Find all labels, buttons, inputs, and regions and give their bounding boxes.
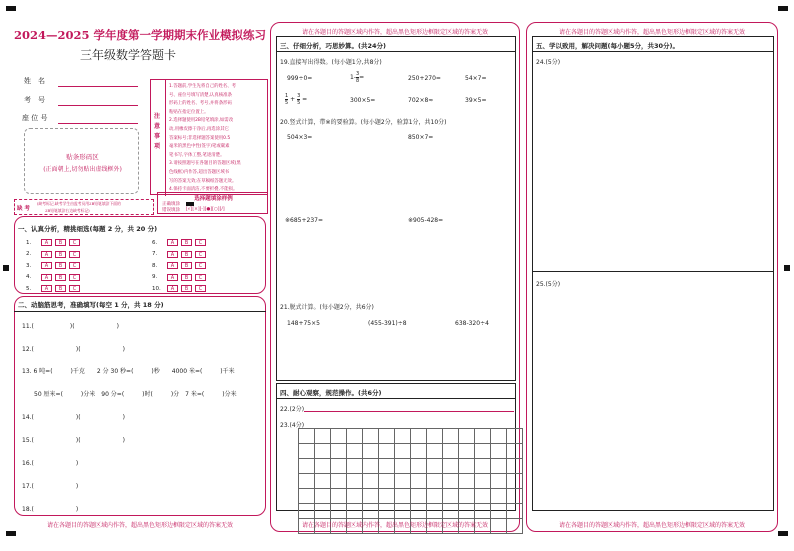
notes-line: 4.保持卡面清洁,不要折叠,不能损。 bbox=[169, 187, 238, 193]
choice-option-b[interactable]: B bbox=[55, 251, 66, 258]
notes-line: 号、座位号填写清楚,认真核准条 bbox=[169, 92, 232, 98]
grid-cell[interactable] bbox=[491, 474, 507, 489]
choice-option-c[interactable]: C bbox=[195, 274, 206, 281]
calc-21-3[interactable]: 638-320÷4 bbox=[455, 320, 489, 327]
grid-cell[interactable] bbox=[299, 429, 315, 444]
grid-cell[interactable] bbox=[459, 504, 475, 519]
choice-option-a[interactable]: A bbox=[167, 239, 178, 246]
notes-line: 2.选择题使用2B铅笔填涂,如需改 bbox=[169, 118, 234, 124]
choice-option-c[interactable]: C bbox=[195, 251, 206, 258]
grid-cell[interactable] bbox=[427, 429, 443, 444]
warning-bottom-3: 请在各题目的答题区域内作答，超出黑色矩形边框限定区域的答案无效 bbox=[558, 522, 745, 529]
grid-cell[interactable] bbox=[331, 489, 347, 504]
choice-number: 5. bbox=[26, 285, 32, 292]
part3-divider bbox=[276, 51, 516, 52]
grid-cell[interactable] bbox=[331, 474, 347, 489]
grid-cell[interactable] bbox=[459, 489, 475, 504]
grid-cell[interactable] bbox=[347, 459, 363, 474]
grid-cell[interactable] bbox=[443, 504, 459, 519]
calc-19-4[interactable]: 54×7= bbox=[465, 75, 487, 82]
grid-cell[interactable] bbox=[427, 474, 443, 489]
grid-cell[interactable] bbox=[475, 504, 491, 519]
fraction-denominator: 5 bbox=[285, 100, 289, 106]
grid-cell[interactable] bbox=[411, 504, 427, 519]
choice-row bbox=[26, 274, 80, 281]
question-21: 21.脱式计算。(每小题2分，共6分) bbox=[280, 304, 374, 311]
name-label: 姓 名 bbox=[24, 77, 45, 85]
choice-option-a[interactable]: A bbox=[41, 239, 52, 246]
grid-cell[interactable] bbox=[475, 489, 491, 504]
grid-cell[interactable] bbox=[379, 459, 395, 474]
grid-cell[interactable] bbox=[315, 504, 331, 519]
calc-20-3[interactable]: ※685+237= bbox=[285, 217, 323, 224]
grid-cell[interactable] bbox=[475, 429, 491, 444]
choice-row bbox=[26, 239, 80, 246]
grid-cell[interactable] bbox=[427, 444, 443, 459]
question-23: 23.(4分) bbox=[280, 422, 305, 429]
grid-cell[interactable] bbox=[475, 459, 491, 474]
alignment-mark bbox=[6, 531, 16, 536]
calc-19-1[interactable]: 999÷0= bbox=[287, 75, 313, 82]
grid-cell[interactable] bbox=[299, 444, 315, 459]
grid-cell[interactable] bbox=[427, 489, 443, 504]
choice-option-b[interactable]: B bbox=[181, 262, 192, 269]
question-12[interactable]: 12.( )( ) bbox=[22, 346, 125, 353]
notes-divider bbox=[165, 80, 166, 196]
calc-21-2[interactable]: (455-391)÷8 bbox=[368, 320, 407, 327]
grid-cell[interactable] bbox=[443, 474, 459, 489]
grid-cell[interactable] bbox=[411, 489, 427, 504]
question-16[interactable]: 16.( ) bbox=[22, 460, 79, 467]
fraction-denominator: 8 bbox=[355, 78, 360, 84]
grid-cell[interactable] bbox=[363, 459, 379, 474]
calc-21-1[interactable]: 148+75×5 bbox=[287, 320, 320, 327]
grid-cell[interactable] bbox=[315, 444, 331, 459]
absent-row bbox=[14, 199, 154, 215]
grid-cell[interactable] bbox=[507, 429, 523, 444]
choice-option-c[interactable]: C bbox=[195, 285, 206, 292]
question-18[interactable]: 18.( ) bbox=[22, 506, 79, 513]
name-field[interactable] bbox=[58, 86, 138, 87]
id-field[interactable] bbox=[58, 105, 138, 106]
notes-line: 动,用橡皮擦干净后,再选涂其它 bbox=[169, 126, 229, 132]
choice-option-a[interactable]: A bbox=[167, 285, 178, 292]
choice-number: 2. bbox=[26, 251, 32, 257]
grid-cell[interactable] bbox=[491, 489, 507, 504]
wrong-fill-marks: [√][×][-][●][○][/] bbox=[186, 207, 225, 212]
grid-cell[interactable] bbox=[427, 504, 443, 519]
grid-cell[interactable] bbox=[315, 459, 331, 474]
choice-row bbox=[152, 251, 206, 258]
notes-line: 答案标号;非选择题答案使用0.5 bbox=[169, 135, 231, 141]
question-19: 19.直接写出得数。(每小题1分,共8分) bbox=[280, 59, 382, 66]
choice-option-a[interactable]: A bbox=[41, 262, 52, 269]
part2-title: 二、动脑筋思考，准确填写(每空 1 分，共 18 分) bbox=[18, 301, 164, 309]
choice-option-c[interactable]: C bbox=[195, 262, 206, 269]
part2-divider bbox=[14, 311, 266, 312]
choice-option-b[interactable]: B bbox=[181, 285, 192, 292]
grid-cell[interactable] bbox=[491, 444, 507, 459]
choice-number: 4. bbox=[26, 274, 32, 280]
grid-cell[interactable] bbox=[507, 444, 523, 459]
choice-option-a[interactable]: A bbox=[167, 274, 178, 281]
notes-line: 1.答题前,学生先将自己的姓名、考 bbox=[169, 84, 237, 89]
choice-option-c[interactable]: C bbox=[195, 239, 206, 246]
grid-cell[interactable] bbox=[411, 444, 427, 459]
seat-field[interactable] bbox=[58, 123, 138, 124]
grid-cell[interactable] bbox=[395, 489, 411, 504]
question-13b[interactable]: 50 厘米=( )分米 90 分=( )时( )分 7 米=( )分米 bbox=[22, 391, 237, 398]
calc-20-2[interactable]: 850×7= bbox=[408, 134, 434, 141]
grid-cell[interactable] bbox=[299, 504, 315, 519]
grid-cell[interactable] bbox=[443, 459, 459, 474]
choice-option-b[interactable]: B bbox=[55, 285, 66, 292]
choice-number: 8. bbox=[152, 262, 158, 269]
grid-cell[interactable] bbox=[363, 474, 379, 489]
calc-19-5[interactable]: $\frac{1}{5}$ + $\frac{3}{5}$ = bbox=[285, 93, 308, 106]
grid-cell[interactable] bbox=[459, 474, 475, 489]
id-label: 考 号 bbox=[24, 96, 45, 104]
choice-row bbox=[152, 262, 206, 269]
grid-cell[interactable] bbox=[395, 429, 411, 444]
grid-cell[interactable] bbox=[347, 504, 363, 519]
question-17[interactable]: 17.( ) bbox=[22, 483, 79, 490]
grid-cell[interactable] bbox=[411, 429, 427, 444]
choice-number: 10. bbox=[152, 285, 161, 292]
grid-cell[interactable] bbox=[379, 444, 395, 459]
choice-option-c[interactable]: C bbox=[69, 251, 80, 258]
choice-option-c[interactable]: C bbox=[69, 285, 80, 292]
fraction-numerator: 3 bbox=[297, 93, 301, 99]
question-14[interactable]: 14.( )( ) bbox=[22, 414, 125, 421]
calc-20-4[interactable]: ※905-428= bbox=[408, 217, 444, 224]
choice-option-a[interactable]: A bbox=[41, 251, 52, 258]
barcode-area bbox=[24, 128, 139, 194]
part3-title: 三、仔细分析，巧思妙算。(共24分) bbox=[280, 42, 386, 50]
calc-19-8[interactable]: 39×5= bbox=[465, 97, 487, 104]
grid-cell[interactable] bbox=[395, 504, 411, 519]
wrong-fill-label: 错误填涂 bbox=[162, 208, 180, 213]
barcode-line1: 贴条形码区 bbox=[66, 153, 99, 161]
grid-cell[interactable] bbox=[459, 429, 475, 444]
grid-cell[interactable] bbox=[507, 504, 523, 519]
calc-19-2[interactable]: 1- $\frac{3}{8}$ = bbox=[350, 71, 365, 84]
calc-19-6[interactable]: 300×5= bbox=[350, 97, 376, 104]
choice-option-a[interactable]: A bbox=[167, 262, 178, 269]
part3-box bbox=[276, 36, 516, 381]
question-13a[interactable]: 13. 6 吨=( )千克 2 分 30 秒=( )秒 4000 米=( )千米 bbox=[22, 368, 235, 375]
question-24: 24.(5分) bbox=[536, 59, 561, 66]
grid-cell[interactable] bbox=[443, 444, 459, 459]
grid-cell[interactable] bbox=[331, 444, 347, 459]
question-20: 20.竖式计算，带※的要验算。(每小题2分，验算1分，共10分) bbox=[280, 119, 447, 126]
grid-cell[interactable] bbox=[491, 504, 507, 519]
grid-cell[interactable] bbox=[363, 489, 379, 504]
warning-top-2: 请在各题目的答题区域内作答，超出黑色矩形边框限定区域的答案无效 bbox=[301, 29, 488, 36]
choice-number: 3. bbox=[26, 262, 32, 269]
answer-line-22[interactable] bbox=[304, 411, 514, 412]
grid-cell[interactable] bbox=[379, 504, 395, 519]
absent-text2: 2B铅笔填涂右边缺考标记) bbox=[45, 208, 90, 213]
notes-line: 粘贴在指定位置上。 bbox=[169, 109, 209, 115]
warning-bottom-1: 请在各题目的答题区域内作答，超出黑色矩形边框限定区域的答案无效 bbox=[46, 522, 233, 529]
fraction-numerator: 3 bbox=[355, 71, 360, 77]
grid-cell[interactable] bbox=[507, 474, 523, 489]
grid-cell[interactable] bbox=[315, 489, 331, 504]
grid-cell[interactable] bbox=[411, 474, 427, 489]
notes-line: 色线框)内作答,超出答题区域书 bbox=[169, 169, 230, 175]
part1-title: 一、认真分析，精挑细选(每题 2 分，共 20 分) bbox=[18, 225, 158, 233]
grid-cell[interactable] bbox=[331, 459, 347, 474]
part5-title: 五、学以致用，解决问题(每小题5分，共30分)。 bbox=[536, 42, 680, 50]
grid-cell[interactable] bbox=[491, 459, 507, 474]
page-title: 2024—2025 学年度第一学期期末作业模拟练习 bbox=[14, 28, 267, 42]
notes-line: 3.请按照题号在各题目的答题区域(黑 bbox=[169, 161, 241, 167]
grid-cell[interactable] bbox=[459, 444, 475, 459]
grid-cell[interactable] bbox=[411, 459, 427, 474]
grid-cell[interactable] bbox=[331, 504, 347, 519]
correct-fill-mark bbox=[186, 202, 194, 206]
calc-20-1[interactable]: 504×3= bbox=[287, 134, 313, 141]
part4-divider bbox=[276, 398, 516, 399]
choice-option-c[interactable]: C bbox=[69, 239, 80, 246]
grid-cell[interactable] bbox=[315, 474, 331, 489]
grid-cell[interactable] bbox=[395, 459, 411, 474]
choice-option-c[interactable]: C bbox=[69, 274, 80, 281]
drawing-grid[interactable] bbox=[298, 428, 523, 534]
grid-cell[interactable] bbox=[347, 489, 363, 504]
grid-cell[interactable] bbox=[395, 444, 411, 459]
question-15[interactable]: 15.( )( ) bbox=[22, 437, 125, 444]
grid-cell[interactable] bbox=[363, 429, 379, 444]
choice-number: 9. bbox=[152, 274, 158, 280]
fraction-numerator: 1 bbox=[285, 93, 289, 99]
question-25: 25.(5分) bbox=[536, 281, 561, 288]
grid-cell[interactable] bbox=[299, 459, 315, 474]
alignment-mark bbox=[778, 531, 788, 536]
warning-bottom-2: 请在各题目的答题区域内作答，超出黑色矩形边框限定区域的答案无效 bbox=[301, 522, 488, 529]
choice-option-a[interactable]: A bbox=[167, 251, 178, 258]
alignment-mark bbox=[3, 265, 9, 271]
notes-box bbox=[150, 79, 268, 195]
part5-split bbox=[532, 271, 774, 272]
choice-row bbox=[152, 239, 206, 246]
grid-cell[interactable] bbox=[299, 474, 315, 489]
notes-line: 写的答案无效;在草稿纸答题无效。 bbox=[169, 178, 237, 184]
choice-option-b[interactable]: B bbox=[55, 274, 66, 281]
notes-heading: 注意事项 bbox=[154, 113, 161, 150]
grid-cell[interactable] bbox=[315, 429, 331, 444]
choice-option-b[interactable]: B bbox=[181, 239, 192, 246]
grid-cell[interactable] bbox=[379, 474, 395, 489]
choice-row bbox=[26, 262, 80, 269]
question-11[interactable]: 11.( )( ) bbox=[22, 323, 119, 330]
warning-top-3: 请在各题目的答题区域内作答，超出黑色矩形边框限定区域的答案无效 bbox=[558, 29, 745, 36]
choice-option-a[interactable]: A bbox=[41, 285, 52, 292]
question-22: 22.(2分) bbox=[280, 406, 305, 413]
part5-box bbox=[532, 36, 774, 511]
grid-cell[interactable] bbox=[379, 489, 395, 504]
absent-text1: (缺考标记,缺考学生由监考员用2B铅笔填涂下面的 bbox=[37, 201, 121, 206]
alignment-mark bbox=[778, 6, 788, 11]
part4-title: 四、耐心观察，规范操作。(共6分) bbox=[280, 389, 382, 397]
grid-cell[interactable] bbox=[347, 429, 363, 444]
alignment-mark bbox=[6, 6, 16, 11]
grid-cell[interactable] bbox=[491, 429, 507, 444]
grid-cell[interactable] bbox=[331, 429, 347, 444]
choice-number: 6. bbox=[152, 239, 158, 246]
notes-line: 笔书写,字体工整,笔迹清楚。 bbox=[169, 152, 225, 158]
fill-sample-title: 选择题填涂样例 bbox=[194, 196, 233, 202]
alignment-mark bbox=[784, 265, 790, 271]
grid-cell[interactable] bbox=[507, 459, 523, 474]
calc-19-3[interactable]: 250+270= bbox=[408, 75, 441, 82]
grid-cell[interactable] bbox=[443, 429, 459, 444]
notes-line: 毫米的黑色中性(签字)笔或碳素 bbox=[169, 144, 230, 150]
choice-number: 1. bbox=[26, 239, 32, 246]
choice-option-b[interactable]: B bbox=[55, 239, 66, 246]
fraction-denominator: 5 bbox=[297, 100, 301, 106]
absent-label: 缺 考 bbox=[17, 206, 30, 212]
correct-fill-label: 正确填涂 bbox=[162, 202, 180, 207]
choice-option-a[interactable]: A bbox=[41, 274, 52, 281]
grid-cell[interactable] bbox=[395, 474, 411, 489]
grid-cell[interactable] bbox=[347, 444, 363, 459]
choice-row bbox=[152, 285, 206, 292]
part5-divider bbox=[532, 51, 774, 52]
choice-number: 7. bbox=[152, 251, 158, 257]
grid-cell[interactable] bbox=[475, 444, 491, 459]
choice-option-b[interactable]: B bbox=[181, 274, 192, 281]
choice-option-b[interactable]: B bbox=[181, 251, 192, 258]
grid-cell[interactable] bbox=[363, 504, 379, 519]
grid-cell[interactable] bbox=[347, 474, 363, 489]
seat-label: 座 位 号 bbox=[22, 114, 48, 122]
choice-row bbox=[26, 251, 80, 258]
grid-cell[interactable] bbox=[299, 489, 315, 504]
grid-cell[interactable] bbox=[507, 489, 523, 504]
choice-option-c[interactable]: C bbox=[69, 262, 80, 269]
grid-cell[interactable] bbox=[443, 489, 459, 504]
choice-option-b[interactable]: B bbox=[55, 262, 66, 269]
grid-cell[interactable] bbox=[427, 459, 443, 474]
grid-cell[interactable] bbox=[379, 429, 395, 444]
grid-cell[interactable] bbox=[459, 459, 475, 474]
calc-19-7[interactable]: 702×8≈ bbox=[408, 97, 434, 104]
fill-sample-box bbox=[157, 192, 268, 214]
choice-row bbox=[152, 274, 206, 281]
notes-line: 形码上的姓名、考号,并将条形码 bbox=[169, 101, 232, 107]
barcode-line2: (正面朝上,切勿贴出虚线框外) bbox=[43, 166, 122, 173]
grid-cell[interactable] bbox=[363, 444, 379, 459]
page-subtitle: 三年级数学答题卡 bbox=[80, 48, 177, 62]
grid-cell[interactable] bbox=[475, 474, 491, 489]
choice-row bbox=[26, 285, 80, 292]
notes-text bbox=[169, 83, 267, 195]
